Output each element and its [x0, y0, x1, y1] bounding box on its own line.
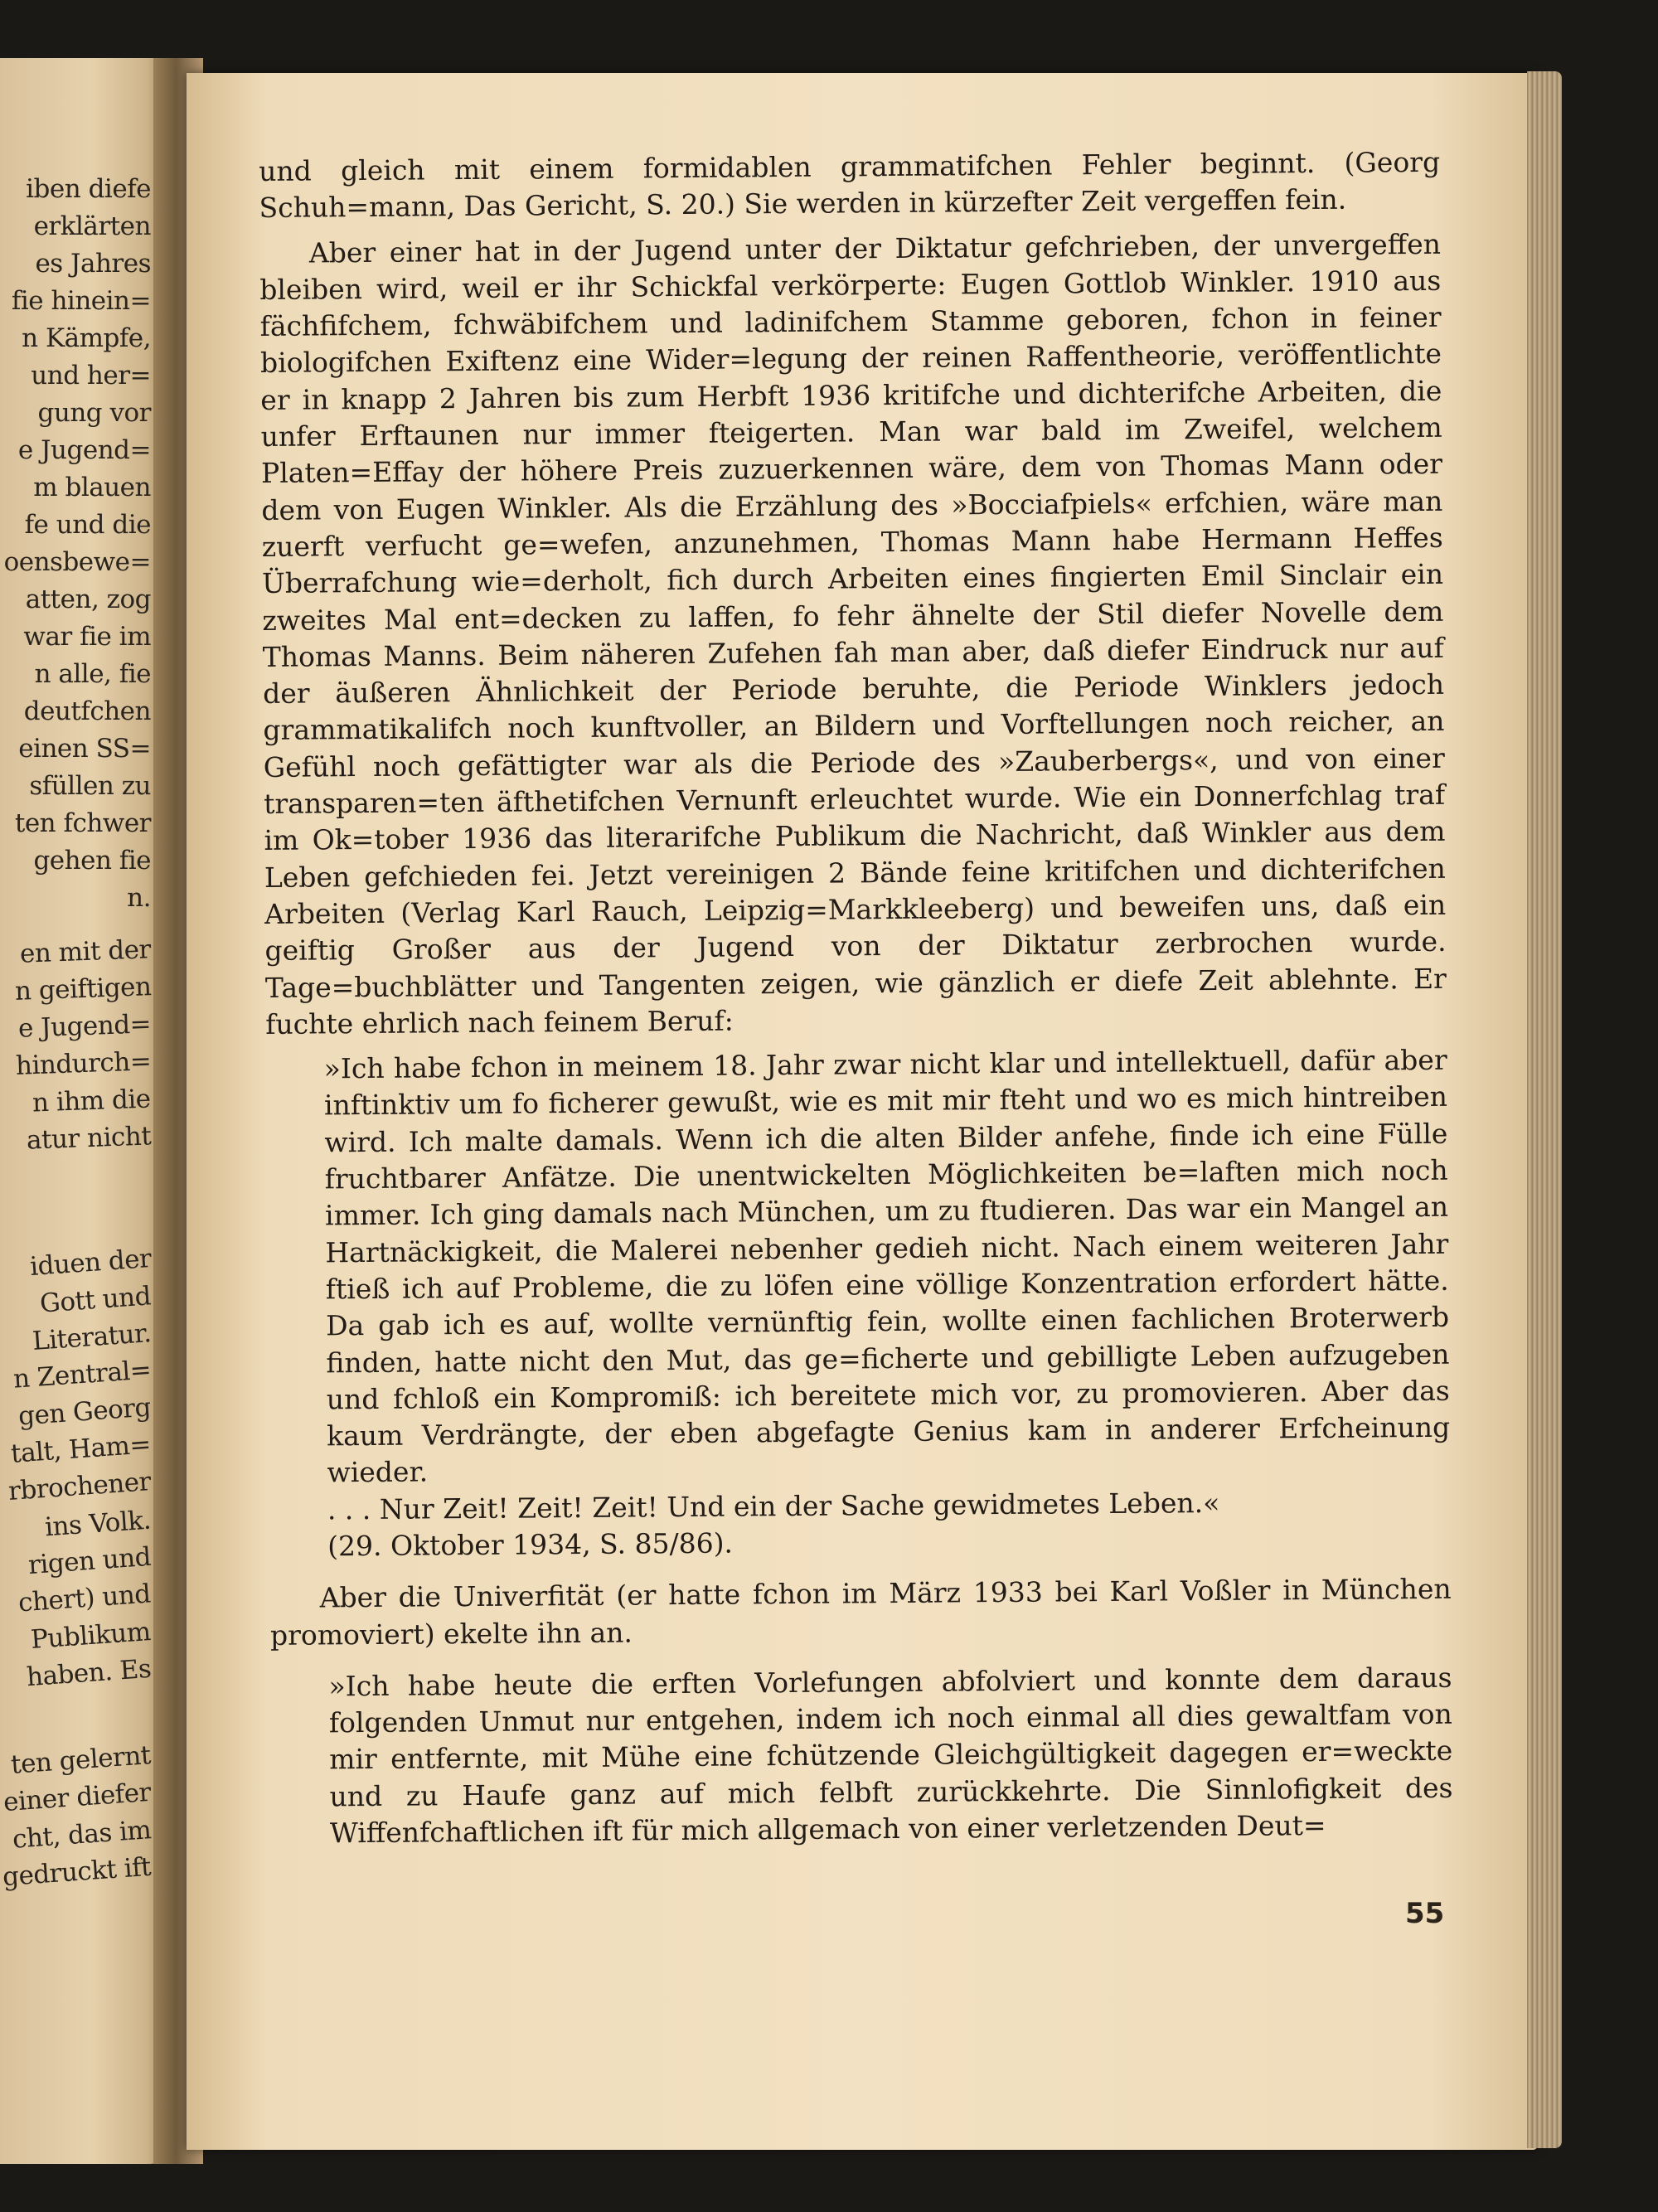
- left-page-line: rbrochener: [7, 1467, 153, 1506]
- left-page-line: n alle, fie: [34, 659, 151, 689]
- left-page-line: n.: [127, 883, 151, 913]
- left-page-line: atur nicht: [26, 1121, 152, 1156]
- quote-block-1: [324, 1042, 1452, 1565]
- left-page-line: fe und die: [24, 510, 151, 540]
- quote-text-1: »Ich habe fchon in meinem 18. Jahr zwar nicht klar und intellektuell, dafür aber inftinktiv um fo ficherer gewußt, wie es mit mir fteht und wo es mich hintreiben wird. Ich malte damals. Wenn ich die alten Bilder anfehe, finde ich eine Fülle fruchtbarer Anfätze. Die unentwickelten Möglichkeiten be=laften mich noch immer. Ich ging damals nach München, um zu ftudieren. Das war ein Mangel an Hartnäckigkeit, die Malerei nebenher gedieh nicht. Nach einem weiteren Jahr ftieß ich auf Probleme, die zu löfen eine völlige Konzentration erfordert hätte. Da gab ich es auf, wollte vernünftig fein, wollte einen fachlichen Broterwerb finden, hatte nicht den Mut, das ge=ficherte und gebilligte Leben aufzugeben und fchloß ein Kompromiß: ich bereitete mich vor, zu promovieren. Aber das kaum Verdrängte, der eben abgefagte Genius kam in anderer Erfcheinung wieder.: [323, 1043, 1451, 1489]
- left-page-line: fie hinein=: [11, 286, 151, 316]
- left-page-line: gen Georg: [17, 1392, 153, 1432]
- paragraph-continuation: und gleich mit einem formidablen grammatifchen Fehler beginnt. (Georg Schuh=mann, Das Gericht, S. 20.) Sie werden in kürzefter Zeit vergeffen fein.: [259, 145, 1441, 225]
- left-page-line: gung vor: [37, 398, 151, 428]
- left-page-line: ins Volk.: [43, 1505, 153, 1543]
- paragraph-university: Aber die Univerfität (er hatte fchon im März 1933 bei Karl Voßler in München promoviert) ekelte ihn an.: [269, 1573, 1452, 1652]
- left-page-line: und her=: [31, 361, 151, 390]
- left-page-line: n geiftigen: [13, 972, 152, 1007]
- left-page-line: iben diefe: [26, 174, 151, 204]
- left-page-line: rigen und: [27, 1541, 153, 1581]
- left-page-line: gedruckt ift: [1, 1851, 153, 1893]
- quote-block-2: [328, 1660, 1453, 1852]
- left-page-line: atten, zog: [25, 585, 151, 614]
- left-page-line: e Jugend=: [17, 1009, 152, 1044]
- left-facing-page: [0, 58, 166, 2164]
- left-page-line: erklärten: [33, 211, 151, 241]
- left-page-line: ten fchwer: [14, 808, 151, 838]
- page-number: 55: [1405, 1897, 1445, 1930]
- left-page-line: chert) und: [17, 1579, 153, 1618]
- left-page-line: cht, das im: [11, 1815, 153, 1855]
- left-page-line: hindurch=: [15, 1046, 152, 1081]
- quote-citation-1: (29. Oktober 1934, S. 85/86).: [327, 1526, 734, 1563]
- left-page-line: Gott und: [38, 1281, 153, 1319]
- left-page-line: deutfchen: [23, 696, 151, 726]
- left-page-line: n ihm die: [32, 1084, 152, 1118]
- left-page-line: iduen der: [28, 1243, 153, 1283]
- left-page-line: n Kämpfe,: [22, 323, 151, 353]
- left-page-line: war fie im: [23, 622, 151, 652]
- page-body-text: [259, 144, 1453, 1852]
- left-page-line: sfüllen zu: [29, 771, 151, 801]
- left-page-line: ten gelernt: [10, 1740, 153, 1780]
- left-page-line: gehen fie: [33, 846, 151, 876]
- left-page-line: e Jugend=: [17, 435, 151, 465]
- left-page-line: es Jahres: [35, 249, 151, 279]
- left-page-line: m blauen: [33, 473, 151, 502]
- left-page-line: einer diefer: [2, 1777, 153, 1818]
- left-page-line: Publikum: [30, 1616, 153, 1656]
- left-page-line: en mit der: [19, 934, 152, 969]
- quote-text-2: »Ich habe heute die erften Vorlefungen abfolviert und konnte dem daraus folgenden Unmut nur entgehen, indem ich noch einmal all dies gewaltfam von mir entfernte, mit Mühe eine fchützende Gleichgültigkeit dagegen er=weckte und zu Haufe ganz auf mich felbft zurückkehrte. Die Sinnlofigkeit des Wiffenfchaftlichen ift für mich allgemach von einer verletzenden Deut=: [328, 1661, 1453, 1850]
- left-page-line: Literatur.: [31, 1318, 153, 1356]
- left-page-line: einen SS=: [18, 734, 151, 764]
- paragraph-winkler: Aber einer hat in der Jugend unter der Diktatur gefchrieben, der unvergeffen bleiben wird, weil er ihr Schickfal verkörperte: Eugen Gottlob Winkler. 1910 aus fächfifchem, fchwäbifchem und ladinifchem Stamme geboren, fchon in feiner biologifchen Exiftenz eine Wider=legung der reinen Raffentheorie, veröffentlichte er in knapp 2 Jahren bis zum Herbft 1936 kritifche und dichterifche Arbeiten, die unfer Erftaunen nur immer fteigerten. Man war bald im Zweifel, welchem Platen=Effay der höhere Preis zuzuerkennen wäre, dem von Thomas Mann oder dem von Eugen Winkler. Als die Erzählung des »Bocciafpiels« erfchien, wäre man zuerft verfucht ge=wefen, anzunehmen, Thomas Mann habe Hermann Heffes Überrafchung wie=derholt, fich durch Arbeiten eines fingierten Emil Sinclair ein zweites Mal ent=decken zu laffen, fo fehr ähnelte der Stil diefer Novelle dem Thomas Manns. Beim näheren Zufehen fah man aber, daß diefer Eindruck nur auf der äußeren Ähnlichkeit der Periode beruhte, die Periode Winklers jedoch grammatikalifch noch kunftvoller, an Bildern und Vorftellungen noch reicher, an Gefühl noch gefättigter war als die Periode des »Zauberbergs«, und von einer transparen=ten äfthetifchen Vernunft erleuchtet wurde. Wie ein Donnerfchlag traf im Ok=tober 1936 das literarifche Publikum die Nachricht, daß Winkler aus dem Leben gefchieden fei. Jetzt vereinigen 2 Bände feine kritifchen und dichterifchen Arbeiten (Verlag Karl Rauch, Leipzig=Markkleeberg) und beweifen uns, daß ein geiftig Großer aus der Jugend von der Diktatur zerbrochen wurde. Tage=buchblätter und Tangenten zeigen, wie gänzlich er diefe Zeit ablehnte. Er fuchte ehrlich nach feinem Beruf:: [259, 227, 1447, 1041]
- left-page-line: n Zentral=: [12, 1355, 153, 1395]
- left-page-line: haben. Es: [25, 1653, 153, 1693]
- left-page-line: oensbewe=: [3, 547, 151, 577]
- page-edges: [1527, 71, 1562, 2148]
- quote-ending-1: . . . Nur Zeit! Zeit! Zeit! Und ein der Sache gewidmetes Leben.«: [327, 1486, 1220, 1526]
- left-page-line: talt, Ham=: [10, 1429, 153, 1469]
